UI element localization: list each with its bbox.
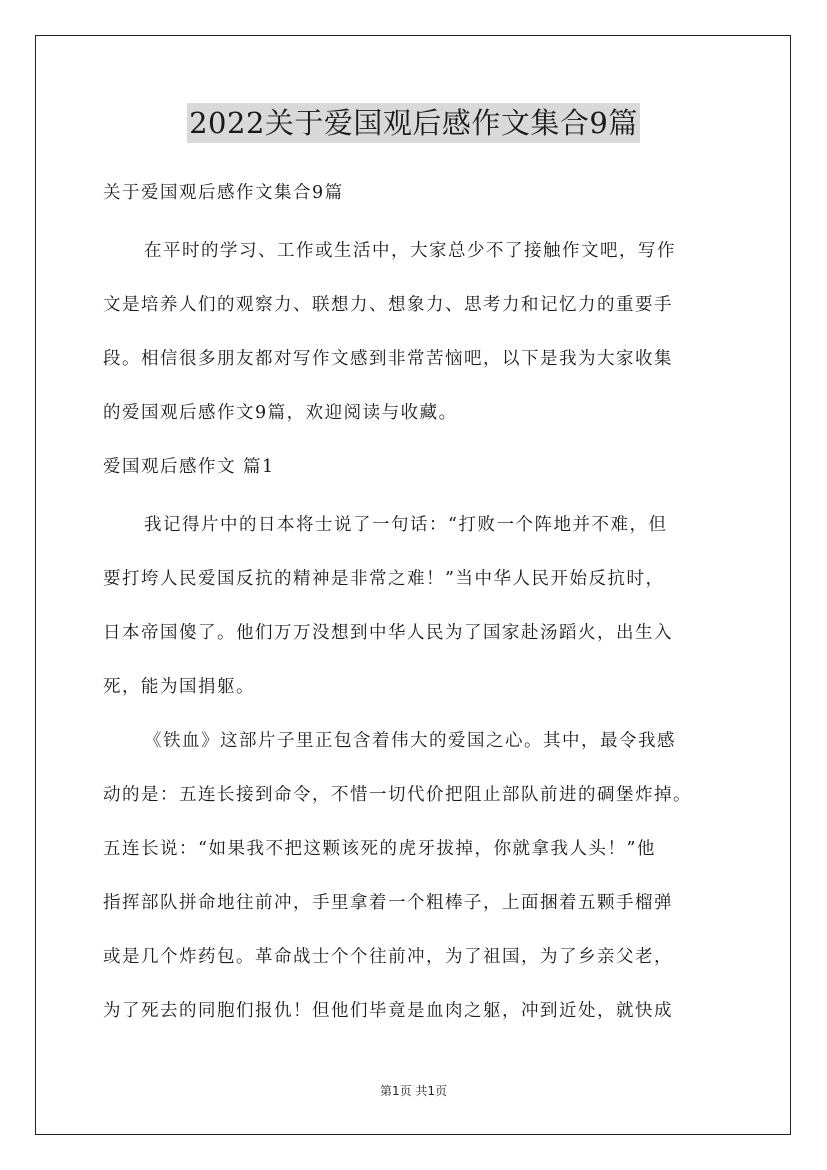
subtitle-line: 关于爱国观后感作文集合9篇 [103,183,344,203]
paragraph-line: 我记得片中的日本将士说了一句话：“打败一个阵地并不难，但 [144,515,668,535]
paragraph-line: 或是几个炸药包。革命战士个个往前冲，为了祖国，为了乡亲父老， [103,947,673,967]
paragraph-line: 要打垮人民爱国反抗的精神是非常之难！”当中华人民开始反抗时， [103,569,665,589]
paragraph-line: 《铁血》这部片子里正包含着伟大的爱国之心。其中，最令我感 [144,731,676,751]
paragraph-line: 段。相信很多朋友都对写作文感到非常苦恼吧，以下是我为大家收集 [103,349,673,369]
document-body [103,176,743,1048]
paragraph-line: 的爱国观后感作文9篇，欢迎阅读与收藏。 [103,403,458,423]
page-footer [0,1082,827,1099]
paragraph-line: 为了死去的同胞们报仇！但他们毕竟是血肉之躯，冲到近处，就快成 [103,1001,673,1021]
document-title: 2022关于爱国观后感作文集合9篇 [187,103,640,143]
paragraph-line: 死，能为国捐躯。 [103,677,255,697]
paragraph-line: 文是培养人们的观察力、联想力、想象力、思考力和记忆力的重要手 [103,295,673,315]
paragraph-line: 在平时的学习、工作或生活中，大家总少不了接触作文吧，写作 [144,241,676,261]
paragraph-line: 日本帝国傻了。他们万万没想到中华人民为了国家赴汤蹈火，出生入 [103,623,673,643]
paragraph-line: 五连长说：“如果我不把这颗该死的虎牙拔掉，你就拿我人头！”他 [103,839,656,859]
title-container [0,103,827,143]
paragraph-line: 指挥部队拼命地往前冲，手里拿着一个粗棒子，上面捆着五颗手榴弹 [103,893,673,913]
section-heading: 爱国观后感作文 篇1 [103,457,275,477]
page-number: 第1页 共1页 [379,1084,448,1098]
paragraph-line: 动的是：五连长接到命令，不惜一切代价把阻止部队前进的碉堡炸掉。 [103,785,692,805]
